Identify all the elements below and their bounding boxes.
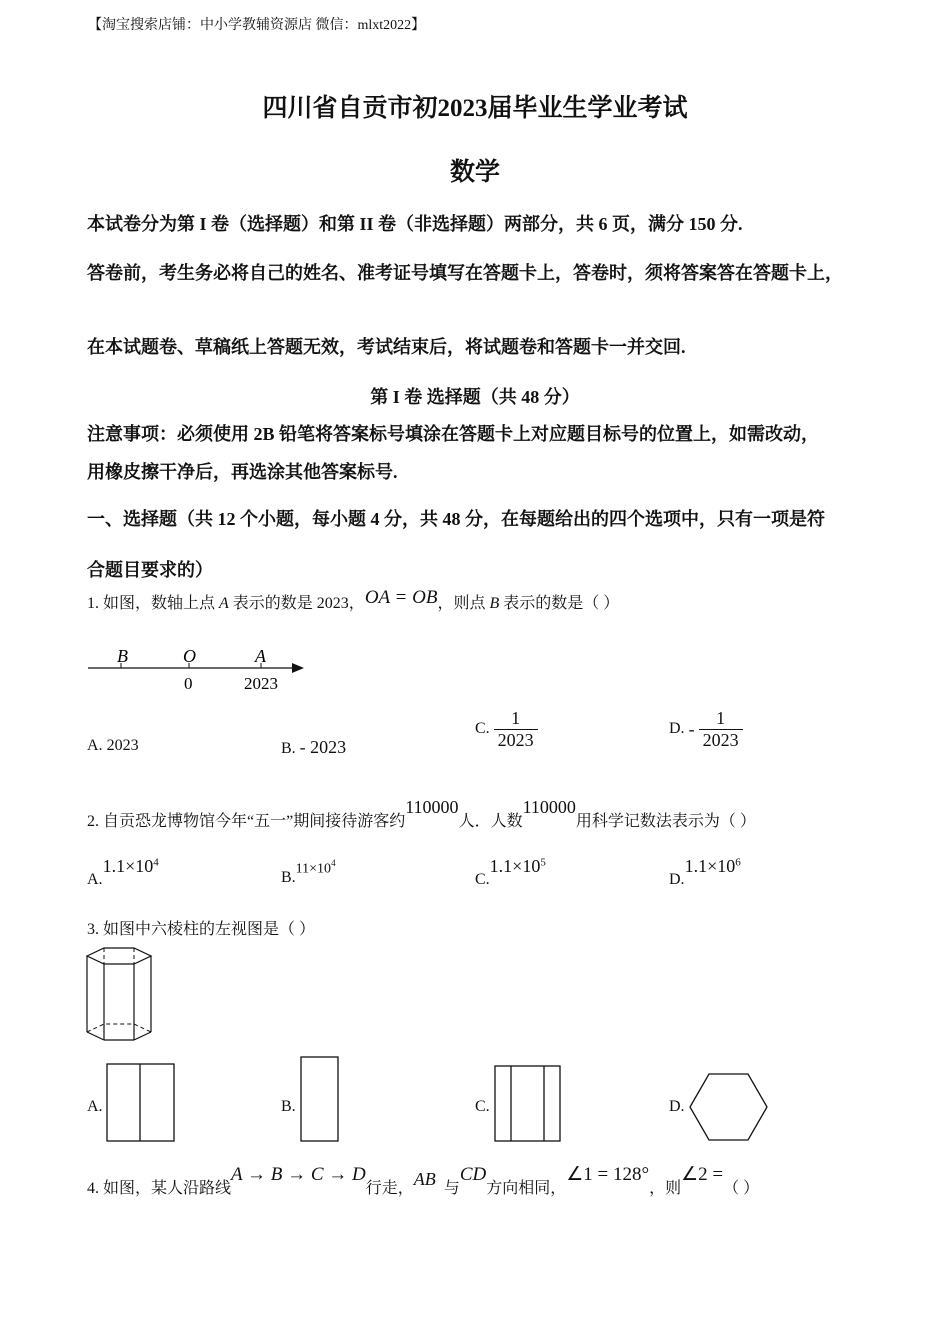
q3-option-c-label[interactable]: C. bbox=[475, 1098, 490, 1115]
q2-option-c[interactable]: $C.1.1\times 10^5$ bbox=[475, 856, 546, 888]
q3-option-a-label[interactable]: A. bbox=[87, 1098, 103, 1115]
q3-option-d-label[interactable]: D. bbox=[669, 1098, 685, 1115]
subject-title: 数学 bbox=[449, 159, 500, 186]
q2-option-b[interactable]: $B.11\times 10^4$ bbox=[281, 858, 336, 887]
notice-line-2: 用橡皮擦干净后，再选涂其他答案标号. bbox=[87, 462, 398, 482]
q1-text-mid: 表示的数是 2023， bbox=[228, 595, 365, 612]
q1-option-d[interactable]: D. - $\frac{1}{2023}$ bbox=[669, 708, 743, 751]
q1-option-a[interactable]: A. 2023 bbox=[87, 737, 139, 754]
question-3: 3. 如图中六棱柱的左视图是（ ） bbox=[87, 921, 316, 938]
q1-text-pre: 1. 如图，数轴上点 bbox=[87, 595, 220, 612]
q1-text-end: 表示的数是（ ） bbox=[499, 595, 620, 612]
q1-option-c[interactable]: C. $\frac{1}{2023}$ bbox=[475, 708, 538, 751]
q3-option-d-figure[interactable] bbox=[688, 1071, 770, 1143]
axis-label-a: A bbox=[255, 646, 266, 666]
section-heading: 第 I 卷 选择题（共 48 分） bbox=[370, 387, 580, 407]
question-2: 2. 自贡恐龙博物馆今年“五一”期间接待游客约110000人．人数110000用科学记数法表示为（ ） bbox=[87, 797, 756, 830]
part-heading-1: 一、选择题（共 12 个小题，每小题 4 分，共 48 分，在每题给出的四个选项中，只有一项是符 bbox=[87, 509, 825, 529]
q3-option-c-figure[interactable] bbox=[493, 1064, 563, 1144]
notice-line-1: 注意事项：必须使用 2B 铅笔将答案标号填涂在答题卡上对应题目标号的位置上，如需改动， bbox=[87, 424, 820, 444]
q1-point-a: A bbox=[219, 595, 229, 612]
intro-line-1: 本试卷分为第 I 卷（选择题）和第 II 卷（非选择题）两部分，共 6 页，满分 150 分. bbox=[87, 214, 743, 234]
q3-option-b-figure[interactable] bbox=[299, 1055, 341, 1145]
number-line-figure bbox=[84, 644, 314, 696]
axis-label-b: B bbox=[117, 646, 128, 666]
axis-label-o: O bbox=[183, 646, 196, 666]
q1-text-post: ，则点 bbox=[437, 595, 490, 612]
q3-option-b-label[interactable]: B. bbox=[281, 1098, 296, 1115]
hexagonal-prism-figure bbox=[84, 944, 156, 1044]
watermark: 【淘宝搜索店铺：中小学教辅资源店 微信：mlxt2022】 bbox=[88, 18, 426, 33]
q1-point-b: B bbox=[489, 595, 500, 612]
question-1 bbox=[87, 587, 620, 614]
q3-option-a-figure[interactable] bbox=[105, 1062, 177, 1144]
intro-line-3: 在本试题卷、草稿纸上答题无效，考试结束后，将试题卷和答题卡一并交回. bbox=[87, 337, 686, 357]
q2-option-a[interactable]: $A.1.1\times 10^4$ bbox=[87, 856, 159, 888]
intro-line-2: 答卷前，考生务必将自己的姓名、准考证号填写在答题卡上，答卷时，须将答案答在答题卡上， bbox=[87, 263, 843, 283]
fraction: $\frac{1}{2023}$ bbox=[699, 708, 743, 751]
q1-option-b[interactable]: B. - 2023 bbox=[281, 737, 347, 757]
axis-tick-2023: 2023 bbox=[244, 674, 278, 693]
part-heading-2: 合题目要求的） bbox=[87, 560, 213, 580]
q1-equation: OA = OB bbox=[364, 587, 438, 608]
q2-option-d[interactable]: $D.1.1\times 10^6$ bbox=[669, 856, 741, 888]
exam-title: 四川省自贡市初2023届毕业生学业考试 bbox=[262, 95, 688, 122]
question-4: 4. 如图，某人沿路线A → B → C → D行走，AB 与CD方向相同，∠1 = 128°，则∠2 =（ ） bbox=[87, 1164, 760, 1197]
fraction: $\frac{1}{2023}$ bbox=[494, 708, 538, 751]
axis-tick-0: 0 bbox=[184, 674, 193, 693]
